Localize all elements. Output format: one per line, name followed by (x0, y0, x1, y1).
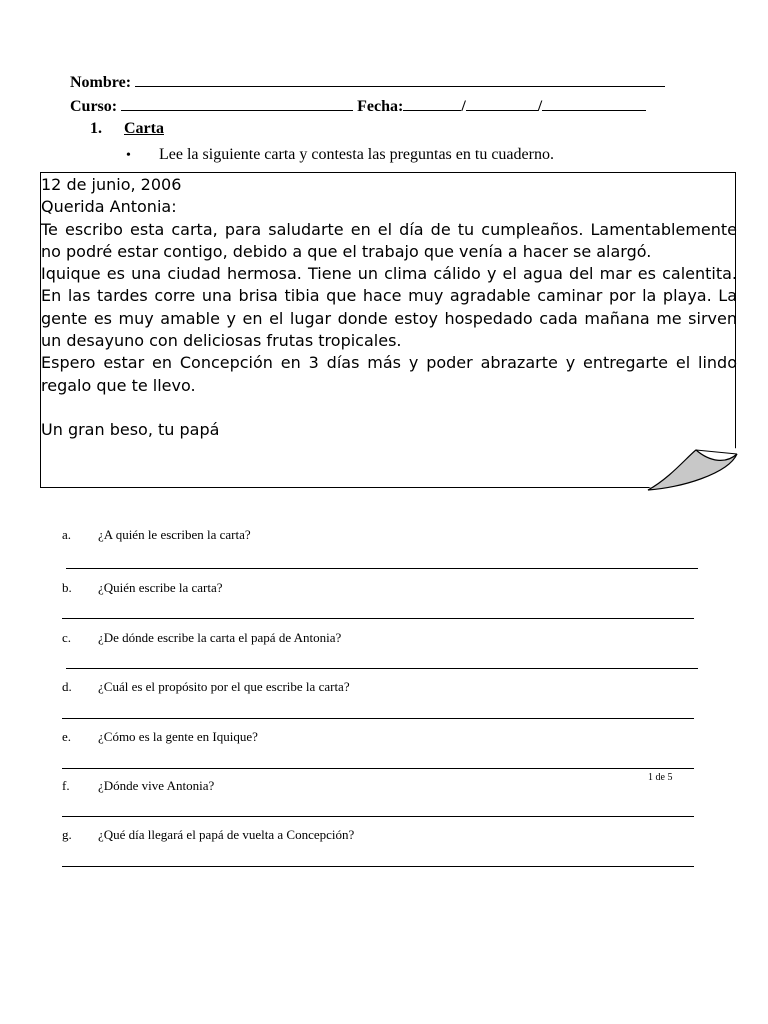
curso-fecha-row (70, 96, 646, 116)
nombre-row (70, 72, 665, 92)
section-number: 1. (90, 120, 102, 137)
letter-paragraph: Iquique es una ciudad hermosa. Tiene un clima cálido y el agua del mar es calentita. En las tardes corre una brisa tibia que hace muy agradable caminar por la playa. La gente es muy amable y en el lugar donde estoy hospedado cada mañana me sirven un desayuno con deliciosas frutas tropicales. (41, 264, 737, 351)
question-letter: g. (62, 827, 72, 842)
fecha-label: Fecha: (357, 98, 404, 115)
curso-label: Curso: (70, 98, 118, 115)
letter-date: 12 de junio, 2006 (41, 175, 182, 194)
fecha-month-field[interactable] (466, 96, 538, 111)
answer-line-f[interactable] (62, 816, 694, 817)
question-b (62, 580, 223, 596)
question-letter: f. (62, 778, 70, 793)
section-title: Carta (124, 120, 164, 137)
question-letter: e. (62, 729, 72, 744)
answer-line-d[interactable] (62, 718, 694, 719)
bullet-icon: • (126, 148, 131, 163)
page-curl-icon (640, 448, 740, 492)
answer-line-a[interactable] (66, 568, 698, 569)
nombre-label: Nombre: (70, 74, 132, 91)
question-text: ¿De dónde escribe la carta el papá de Antonia? (98, 630, 342, 645)
curso-field[interactable] (121, 96, 353, 111)
letter-closing: Un gran beso, tu papá (41, 419, 220, 439)
letter (41, 174, 737, 441)
instruction-text: Lee la siguiente carta y contesta las preguntas en tu cuaderno. (159, 146, 554, 163)
question-letter: c. (62, 630, 72, 645)
question-letter: d. (62, 679, 72, 694)
fecha-separator: / (537, 98, 543, 115)
question-text: ¿Quién escribe la carta? (98, 580, 223, 595)
instruction (126, 146, 554, 164)
question-e (62, 729, 258, 745)
answer-line-b[interactable] (62, 618, 694, 619)
question-letter: b. (62, 580, 72, 595)
question-text: ¿A quién le escriben la carta? (98, 527, 251, 542)
question-f (62, 778, 214, 794)
question-text: ¿Cómo es la gente en Iquique? (98, 729, 258, 744)
question-letter: a. (62, 527, 72, 542)
question-text: ¿Dónde vive Antonia? (98, 778, 215, 793)
section-heading (90, 120, 164, 138)
fecha-separator: / (461, 98, 466, 115)
answer-line-c[interactable] (66, 668, 698, 669)
nombre-field[interactable] (135, 72, 665, 87)
question-d (62, 679, 350, 695)
fecha-day-field[interactable] (403, 96, 461, 111)
question-text: ¿Qué día llegará el papá de vuelta a Concepción? (98, 827, 355, 842)
letter-paragraph: Te escribo esta carta, para saludarte en el día de tu cumpleaños. Lamentablemente no podré estar contigo, debido a que el trabajo que venía a hacer se alargó. (41, 219, 737, 261)
answer-line-e[interactable] (62, 768, 694, 769)
question-c (62, 630, 341, 646)
fecha-year-field[interactable] (542, 96, 646, 111)
page-number: 1 de 5 (648, 772, 673, 783)
question-text: ¿Cuál es el propósito por el que escribe la carta? (98, 679, 350, 694)
answer-line-g[interactable] (62, 866, 694, 867)
letter-greeting: Querida Antonia: (41, 197, 177, 217)
letter-paragraph: Espero estar en Concepción en 3 días más y poder abrazarte y entregarte el lindo regalo que te llevo. (41, 353, 737, 395)
question-a (62, 527, 251, 543)
question-g (62, 827, 354, 843)
